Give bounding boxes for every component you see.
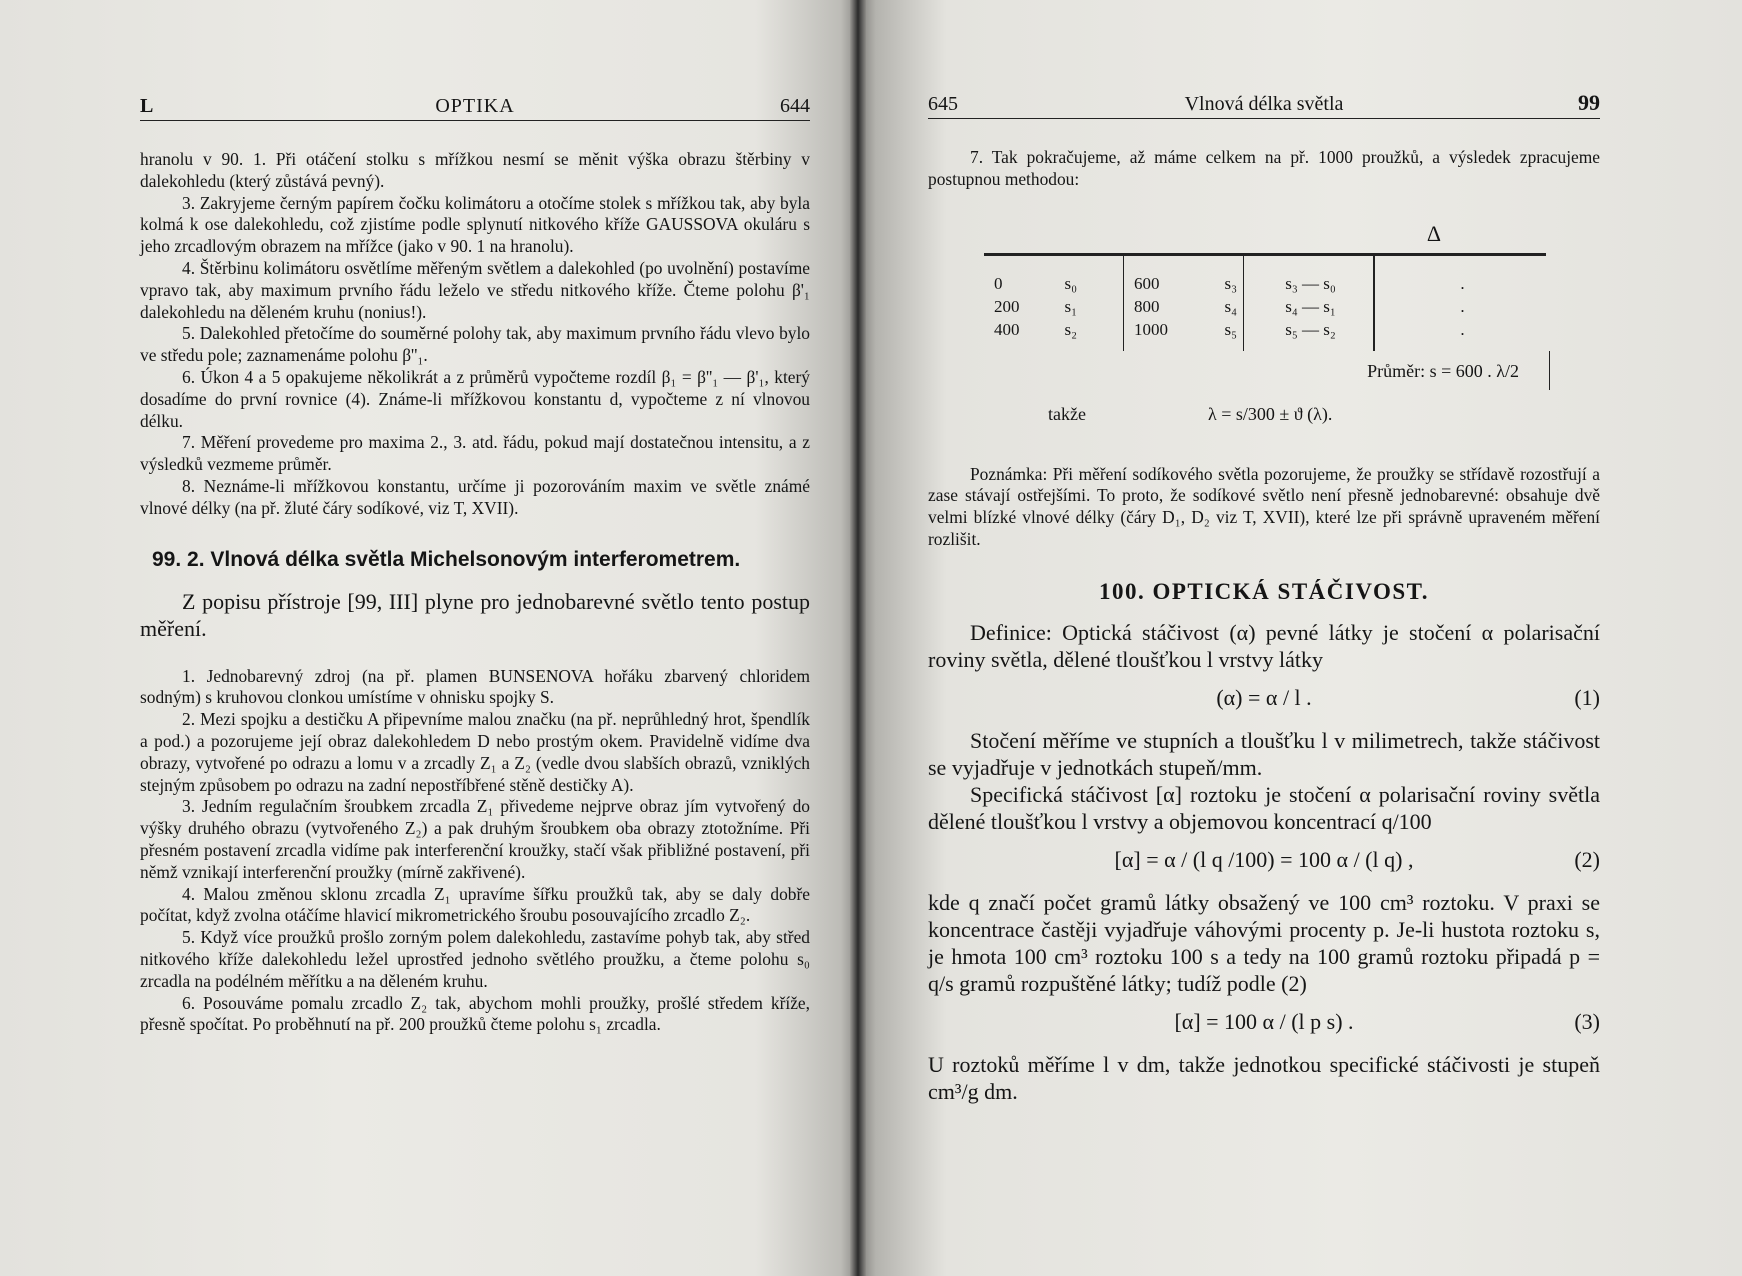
equation-number: (1): [1574, 684, 1600, 710]
table-cell: .: [1460, 273, 1465, 293]
running-title: Vlnová délka světla: [1184, 93, 1344, 115]
right-top-text: [928, 147, 1600, 191]
equation-1: [928, 673, 1600, 727]
equation-number: (2): [1574, 846, 1600, 872]
paragraph: 8. Neznáme-li mřížkovou konstantu, určíme ji pozorováním maxim ve světle známé vlnové délky (na př. žluté čáry sodíkové, viz T, XVII).: [140, 475, 810, 518]
intro-text: [140, 588, 810, 642]
note-block: [928, 464, 1600, 551]
table-col-readings-2: [1124, 256, 1244, 351]
paragraph: 3. Zakryjeme černým papírem čočku kolimátoru a otočíme stolek s mřížkou tak, aby byla kolmá k ose dalekohledu, což zjistíme podle splynutí nitkového kříže GAUSSOVA okuláru s jeho zrcadlovým obrazem na mřížce (jako v 90. 1 na hranolu).: [140, 192, 810, 257]
table-cell: 800: [1134, 296, 1160, 316]
table-row: [1254, 297, 1367, 320]
equation-3: [928, 997, 1600, 1051]
table-cell: 600: [1134, 273, 1160, 293]
paragraph: kde q značí počet gramů látky obsažený ve 100 cm³ roztoku. V praxi se koncentrace častěji vyjadřuje váhovými procenty p. Je-li hustota roztoku s, je hmota 100 cm³ roztoku 100 s a tedy na 100 gramů roztoku připadá p = q/s gramů rozpuštěné látky; tudíž podle (2): [928, 889, 1600, 996]
delta-symbol: Δ: [1426, 220, 1442, 246]
book-gutter: [850, 0, 866, 1276]
paragraph: 4. Štěrbinu kolimátoru osvětlíme měřeným světlem a dalekohled (po uvolnění) postavíme vpravo tak, aby maximum prvního řádu leželo ve středu nitkového kříže. Čteme polohu β'₁ dalekohledu na děleném kruhu (nonius!).: [140, 257, 810, 322]
lambda-formula: λ = s/300 ± ϑ (λ).: [1208, 403, 1333, 424]
note-paragraph: Poznámka: Při měření sodíkového světla pozorujeme, že proužky se střídavě rozostřují a zase stávají ostřejšími. To proto, že sodíkové světlo není přesně jednobarevné: obsahuje dvě velmi blízké vlnové délky (čáry D₁, D₂ viz T, XVII), které lze při správně upraveném měření rozlišit.: [928, 463, 1600, 549]
table-cell: s₄ — s₁: [1285, 296, 1336, 316]
left-page: [0, 0, 858, 1276]
table-mean: Průměr: s = 600 . λ/2: [984, 351, 1550, 390]
table-cell: s₂: [1064, 319, 1077, 339]
paragraph: 1. Jednobarevný zdroj (na př. plamen BUNSENOVA hořáku zbarvený chloridem sodným) s kruhovou clonkou umístíme v ohnisku spojky S.: [140, 665, 810, 708]
table-row: [1134, 274, 1237, 297]
table-row: [1254, 274, 1367, 297]
right-page-content: [928, 88, 1600, 1105]
equation-2: [928, 835, 1600, 889]
definition-paragraph: Definice: Optická stáčivost (α) pevné látky je stočení α polarisační roviny světla, dělené tloušťkou l vrstvy látky: [928, 619, 1600, 672]
paragraph: Z popisu přístroje [99, III] plyne pro jednobarevné světlo tento postup měření.: [140, 588, 810, 641]
left-running-head: [140, 90, 810, 121]
table-cell: s₁: [1064, 296, 1077, 316]
left-page-content: [140, 90, 810, 1036]
left-top-text: [140, 149, 810, 520]
table-row: [1385, 274, 1540, 297]
page-number: 645: [928, 93, 958, 115]
table-row: [994, 274, 1117, 297]
table-cell: 200: [994, 296, 1020, 316]
equation-expression: [α] = 100 α / (l p s) .: [1174, 1008, 1354, 1034]
paragraph: hranolu v 90. 1. Při otáčení stolku s mřížkou nesmí se měnit výška obrazu štěrbiny v dalekohledu (který zůstává pevný).: [140, 149, 810, 191]
paragraph: 6. Posouváme pomalu zrcadlo Z₂ tak, abychom mohli proužky, prošlé středem kříže, přesně spočítat. Po proběhnutí na př. 200 proužků čteme polohu s₁ zrcadla.: [140, 992, 810, 1035]
equation-expression: [α] = α / (l q /100) = 100 α / (l q) ,: [1114, 846, 1414, 872]
right-running-head: [928, 88, 1600, 119]
paragraph: U roztoků měříme l v dm, takže jednotkou specifické stáčivosti je stupeň cm³/g dm.: [928, 1051, 1600, 1104]
section-heading: 99. 2. Vlnová délka světla Michelsonovým interferometrem.: [152, 547, 741, 571]
table-row: [1385, 297, 1540, 320]
section-mark: 99: [1578, 90, 1600, 115]
page-number: 644: [780, 95, 810, 117]
paragraph: Stočení měříme ve stupních a tloušťku l v milimetrech, takže stáčivost se vyjadřuje v jednotkách stupeň/mm.: [928, 727, 1600, 780]
measurement-table: [984, 253, 1546, 390]
table-cell: s₄: [1224, 296, 1237, 316]
paragraph: 7. Tak pokračujeme, až máme celkem na př. 1000 proužků, a výsledek zpracujeme postupnou methodou:: [928, 147, 1600, 189]
takze-label: takže: [1048, 403, 1086, 424]
table-row: [994, 297, 1117, 320]
table-cell: s₃ — s₀: [1285, 273, 1336, 293]
table-row: [1134, 297, 1237, 320]
table-row: [1254, 320, 1367, 343]
result-formula: [928, 398, 1600, 438]
paragraph: 5. Dalekohled přetočíme do souměrné polohy tak, aby maximum prvního řádu vlevo bylo ve středu pole; zaznamenáme polohu β''₁.: [140, 323, 810, 366]
table-cell: s₀: [1064, 273, 1077, 293]
table-cell: .: [1460, 319, 1465, 339]
table-col-delta: [1374, 256, 1546, 351]
paragraph: Specifická stáčivost [α] roztoku je stočení α polarisační roviny světla dělené tloušťkou l vrstvy a objemovou koncentrací q/100: [928, 781, 1600, 834]
table-cell: 0: [994, 273, 1003, 293]
chapter-mark: L: [140, 95, 154, 117]
table-row: [1385, 320, 1540, 343]
table-cell: .: [1460, 296, 1465, 316]
running-title: OPTIKA: [435, 95, 515, 117]
table-row: [994, 320, 1117, 343]
paragraph: 6. Úkon 4 a 5 opakujeme několikrát a z průměrů vypočteme rozdíl β₁ = β''₁ — β'₁, který dosadíme do první rovnice (4). Známe-li mřížkovou konstantu d, vypočteme z ní vlnovou délku.: [140, 366, 810, 431]
table-cell: 1000: [1134, 319, 1168, 339]
table-cell: 400: [994, 319, 1020, 339]
paragraph: 2. Mezi spojku a destičku A připevníme malou značku (na př. neprůhledný hrot, špendlík a pod.) a pozorujeme její obraz dalekohledem D nebo prostým okem. Pravidelně vidíme dva obrazy, vytvořené po odrazu a lomu v a zrcadly Z₁ a Z₂ (vedle dvou slabších obrazů, vzniklých stejným způsobem po odrazu na zadní nepostříbřené stěně destičky A).: [140, 709, 810, 795]
paragraph: 4. Malou změnou sklonu zrcadla Z₁ upravíme šířku proužků tak, aby se daly dobře počítat, když zvolna otáčíme hlavicí mikrometrického šroubu posouvajícího zrcadlo Z₂.: [140, 883, 810, 926]
section-heading: 100. OPTICKÁ STÁČIVOST.: [1098, 578, 1430, 604]
paragraph: 3. Jedním regulačním šroubkem zrcadla Z₁ přivedeme nejprve obraz jím vytvořený do výšky druhého obrazu (vytvořeného Z₂) a pak druhým šroubkem oba obrazy ztotožníme. Při přesném postavení zrcadla vidíme pak interferenční kroužky, stačí však přibližné postavení, při němž vznikají interferenční proužky (mírně zakřivené).: [140, 796, 810, 882]
equation-expression: (α) = α / l .: [1216, 684, 1312, 710]
right-body-text: [928, 619, 1600, 1105]
table-cell: s₅: [1224, 319, 1237, 339]
paragraph: 7. Měření provedeme pro maxima 2., 3. atd. řádu, pokud mají dostatečnou intensitu, a z výsledků vezmeme průměr.: [140, 432, 810, 475]
right-page: [858, 0, 1742, 1276]
table-cell: s₃: [1224, 273, 1237, 293]
left-bottom-text: [140, 666, 810, 1037]
table-cell: s₅ — s₂: [1285, 319, 1336, 339]
table-col-readings-1: [984, 256, 1124, 351]
paragraph: 5. Když více proužků prošlo zorným polem dalekohledu, zastavíme pohyb tak, aby střed nitkového kříže dalekohledu ležel uprostřed jednoho světlého proužku, a čteme polohu s₀ zrcadla na podélném měřítku a na děleném kruhu.: [140, 927, 810, 991]
table-col-differences: [1244, 256, 1374, 351]
equation-number: (3): [1574, 1008, 1600, 1034]
table-row: [1134, 320, 1237, 343]
